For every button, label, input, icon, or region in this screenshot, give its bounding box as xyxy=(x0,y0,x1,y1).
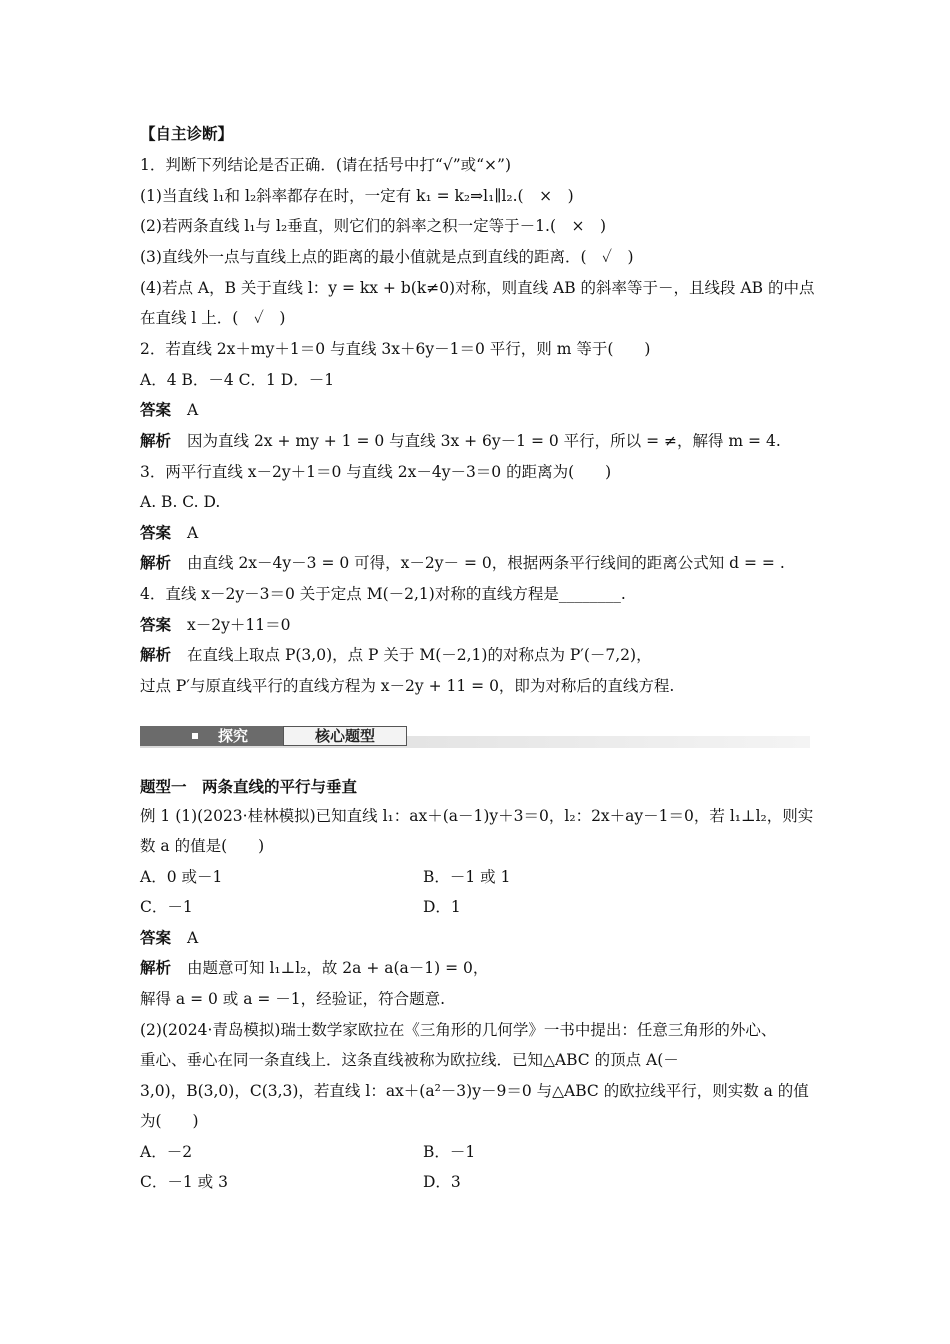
section-banner xyxy=(140,726,810,748)
question-2-answer xyxy=(140,400,198,420)
analysis-label: 解析 xyxy=(140,554,172,572)
topic-heading: 题型一 两条直线的平行与垂直 xyxy=(140,778,358,796)
example-1-option-c: C．－1 xyxy=(140,898,193,916)
analysis-text: 因为直线 2x + my + 1 = 0 与直线 3x + 6y－1 = 0 平行，所以 = ≠，解得 m = 4. xyxy=(187,432,781,450)
answer-label: 答案 xyxy=(140,524,172,542)
analysis-label: 解析 xyxy=(140,959,172,977)
example-1-option-b: B．－1 或 1 xyxy=(423,868,511,886)
example-1-analysis-line2: 解得 a = 0 或 a = －1，经验证，符合题意. xyxy=(140,990,446,1008)
question-2-options: A．4 B．－4 C．1 D．－1 xyxy=(140,371,335,389)
answer-value: x－2y＋11＝0 xyxy=(187,616,291,634)
answer-label: 答案 xyxy=(140,616,172,634)
question-4: 4．直线 x－2y－3＝0 关于定点 M(－2,1)对称的直线方程是________. xyxy=(140,585,626,603)
question-3-analysis xyxy=(140,553,785,573)
question-3-answer xyxy=(140,523,198,543)
answer-label: 答案 xyxy=(140,401,172,419)
question-4-analysis-line2: 过点 P′与原直线平行的直线方程为 x－2y + 11 = 0，即为对称后的直线方程. xyxy=(140,677,675,695)
example-1-line1: 例 1 (1)(2023·桂林模拟)已知直线 l₁：ax＋(a－1)y＋3＝0，l₂：2x＋ay－1＝0，若 l₁⊥l₂，则实 xyxy=(140,807,814,825)
example-2-option-a: A．－2 xyxy=(140,1143,193,1161)
example-1-analysis xyxy=(140,958,488,978)
banner-left-tab xyxy=(140,726,283,746)
example-1-option-a: A．0 或－1 xyxy=(140,868,223,886)
question-1-4-line1: (4)若点 A，B 关于直线 l：y = kx + b(k≠0)对称，则直线 AB 的斜率等于－，且线段 AB 的中点 xyxy=(140,279,815,297)
question-1-4-line2: 在直线 l 上．( ✓ ) xyxy=(140,309,286,327)
question-3: 3．两平行直线 x－2y＋1＝0 与直线 2x－4y－3＝0 的距离为( ) xyxy=(140,463,612,481)
analysis-label: 解析 xyxy=(140,646,172,664)
question-2-analysis xyxy=(140,431,781,451)
question-4-analysis xyxy=(140,645,652,665)
example-2-line2: 重心、垂心在同一条直线上．这条直线被称为欧拉线．已知△ABC 的顶点 A(－ xyxy=(140,1051,679,1069)
answer-value: A xyxy=(187,929,199,947)
question-4-answer xyxy=(140,615,290,635)
example-1-option-d: D．1 xyxy=(423,898,461,916)
example-2-line3: 3,0)，B(3,0)，C(3,3)，若直线 l：ax＋(a²－3)y－9＝0 与△ABC 的欧拉线平行，则实数 a 的值 xyxy=(140,1082,809,1100)
question-3-options: A. B. C. D. xyxy=(140,493,221,511)
question-1-3: (3)直线外一点与直线上点的距离的最小值就是点到直线的距离．( ✓ ) xyxy=(140,248,634,266)
analysis-text: 由题意可知 l₁⊥l₂，故 2a + a(a－1) = 0， xyxy=(187,959,489,977)
example-2-line1: (2)(2024·青岛模拟)瑞士数学家欧拉在《三角形的几何学》一书中提出：任意三角形的外心、 xyxy=(140,1021,777,1039)
square-bullet-icon xyxy=(192,733,198,739)
answer-value: A xyxy=(187,524,199,542)
answer-label: 答案 xyxy=(140,929,172,947)
example-2-option-b: B．－1 xyxy=(423,1143,476,1161)
example-2-option-c: C．－1 或 3 xyxy=(140,1173,228,1191)
question-2: 2．若直线 2x＋my＋1＝0 与直线 3x＋6y－1＝0 平行，则 m 等于( ) xyxy=(140,340,651,358)
analysis-label: 解析 xyxy=(140,432,172,450)
banner-left-label: 探究 xyxy=(218,727,249,745)
banner-right-tab: 核心题型 xyxy=(283,726,407,746)
question-1: 1．判断下列结论是否正确．(请在括号中打“√”或“×”) xyxy=(140,156,512,174)
analysis-text: 由直线 2x－4y－3 = 0 可得，x－2y－ = 0，根据两条平行线间的距离公式知 d = = . xyxy=(187,554,785,572)
question-1-2: (2)若两条直线 l₁与 l₂垂直，则它们的斜率之积一定等于－1.( × ) xyxy=(140,217,607,235)
example-1-answer xyxy=(140,928,198,948)
example-1-line2: 数 a 的值是( ) xyxy=(140,837,265,855)
analysis-text: 在直线上取点 P(3,0)，点 P 关于 M(－2,1)的对称点为 P′(－7,2)， xyxy=(187,646,652,664)
example-2-option-d: D．3 xyxy=(423,1173,461,1191)
section-heading-diagnosis: 【自主诊断】 xyxy=(140,125,234,143)
example-2-line4: 为( ) xyxy=(140,1112,199,1130)
answer-value: A xyxy=(187,401,199,419)
question-1-1: (1)当直线 l₁和 l₂斜率都存在时，一定有 k₁ = k₂⇒l₁∥l₂.( × ) xyxy=(140,187,574,205)
